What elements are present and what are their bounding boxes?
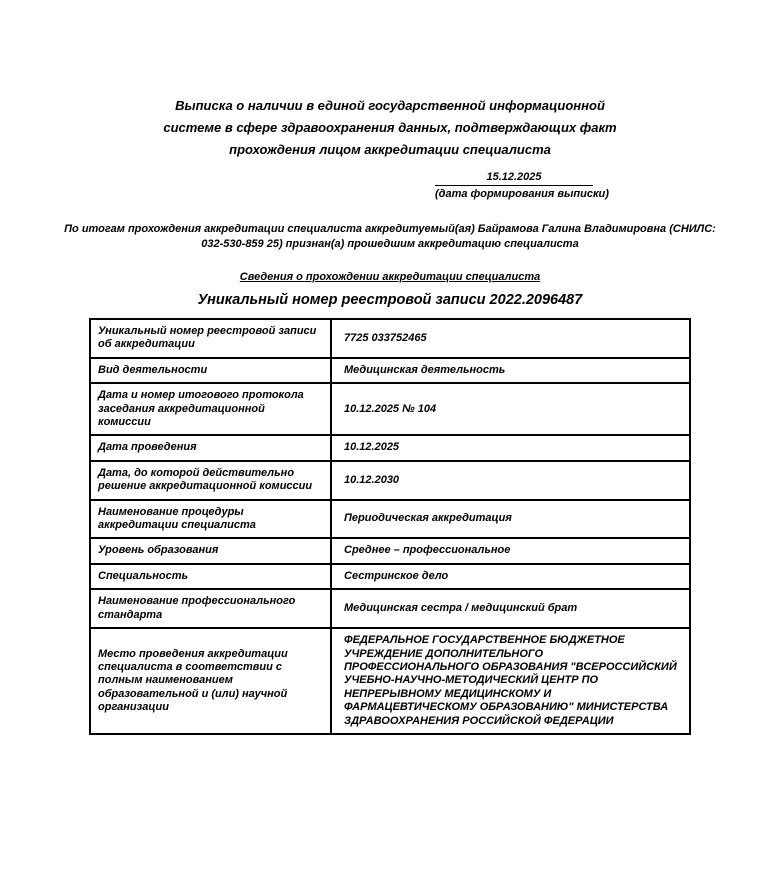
issue-date-caption: (дата формирования выписки) xyxy=(435,188,609,200)
section-heading: Сведения о прохождении аккредитации специалиста xyxy=(239,271,541,283)
table-row-valid-until xyxy=(90,461,690,500)
table-row-conduct-date xyxy=(90,435,690,460)
table-row-accreditation-place xyxy=(90,628,690,734)
registry-record-heading: Уникальный номер реестровой записи 2022.2096487 xyxy=(197,292,583,308)
row-value: Медицинская сестра / медицинский брат xyxy=(331,589,690,628)
table-row-procedure-name xyxy=(90,500,690,539)
issue-date: 15.12.2025 xyxy=(435,171,593,186)
table-row-education-level xyxy=(90,538,690,563)
table-row-protocol xyxy=(90,383,690,435)
intro-paragraph: По итогам прохождения аккредитации специалиста аккредитуемый(ая) Байрамова Галина Владимировна (СНИЛС: 032-530-859 25) признан(а) прошедшим аккредитацию специалиста xyxy=(64,223,716,250)
row-value: ФЕДЕРАЛЬНОЕ ГОСУДАРСТВЕННОЕ БЮДЖЕТНОЕ УЧРЕЖДЕНИЕ ДОПОЛНИТЕЛЬНОГО ПРОФЕССИОНАЛЬНОГО ОБРАЗОВАНИЯ "ВСЕРОССИЙСКИЙ УЧЕБНО-НАУЧНО-МЕТОДИЧЕСКИЙ ЦЕНТР ПО НЕПРЕРЫВНОМУ МЕДИЦИНСКОМУ И ФАРМАЦЕВТИЧЕСКОМУ ОБРАЗОВАНИЮ" МИНИСТЕРСТВА ЗДРАВООХРАНЕНИЯ РОССИЙСКОЙ ФЕДЕРАЦИИ xyxy=(331,628,690,734)
row-label: Дата проведения xyxy=(90,435,331,460)
row-value: Среднее – профессиональное xyxy=(331,538,690,563)
row-value: 10.12.2030 xyxy=(331,461,690,500)
row-label: Специальность xyxy=(90,564,331,589)
row-label: Место проведения аккредитации специалиста в соответствии с полным наименованием образовательной и (или) научной организации xyxy=(90,628,331,734)
row-label: Дата, до которой действительно решение аккредитационной комиссии xyxy=(90,461,331,500)
row-label: Уровень образования xyxy=(90,538,331,563)
table-row-registry-number xyxy=(90,319,690,358)
row-label: Вид деятельности xyxy=(90,358,331,383)
row-value: Периодическая аккредитация xyxy=(331,500,690,539)
issue-date-block xyxy=(435,171,609,200)
row-value: Медицинская деятельность xyxy=(331,358,690,383)
row-value: 10.12.2025 № 104 xyxy=(331,383,690,435)
row-label: Наименование профессионального стандарта xyxy=(90,589,331,628)
table-row-specialty xyxy=(90,564,690,589)
row-label: Наименование процедуры аккредитации специалиста xyxy=(90,500,331,539)
row-label: Дата и номер итогового протокола заседания аккредитационной комиссии xyxy=(90,383,331,435)
table-row-activity-type xyxy=(90,358,690,383)
row-value: Сестринское дело xyxy=(331,564,690,589)
accreditation-info-table xyxy=(89,318,691,735)
table-row-professional-standard xyxy=(90,589,690,628)
document-title: Выписка о наличии в единой государственной информационной системе в сфере здравоохранения данных, подтверждающих факт прохождения лицом аккредитации специалиста xyxy=(163,98,617,157)
row-label: Уникальный номер реестровой записи об аккредитации xyxy=(90,319,331,358)
row-value: 10.12.2025 xyxy=(331,435,690,460)
row-value: 7725 033752465 xyxy=(331,319,690,358)
